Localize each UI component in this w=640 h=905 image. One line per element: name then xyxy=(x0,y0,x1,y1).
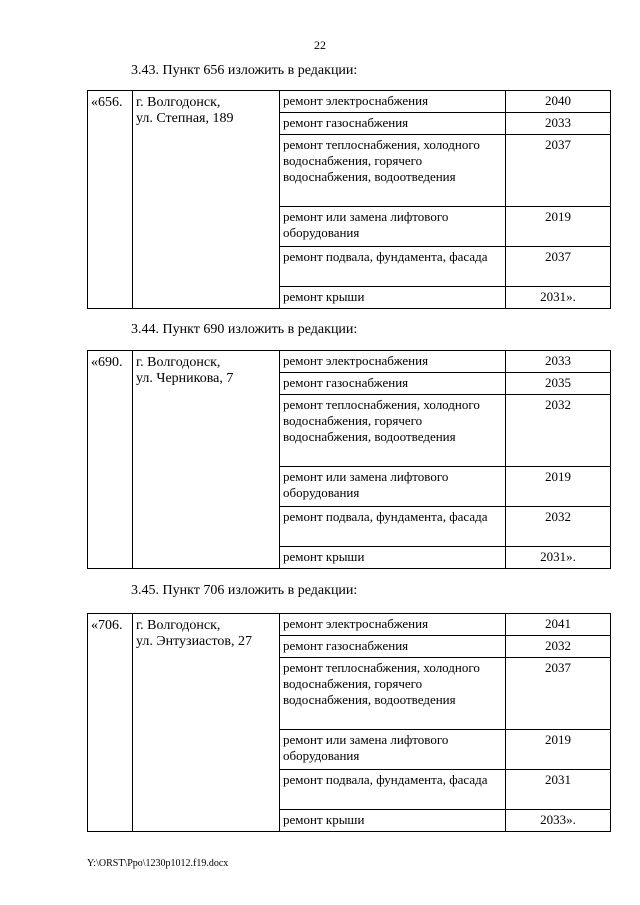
year-cell: 2031 xyxy=(506,770,611,810)
work-type-cell: ремонт электроснабжения xyxy=(280,614,506,636)
footer-file-path: Y:\ORST\Ppo\1230p1012.f19.docx xyxy=(87,858,229,869)
work-type-cell: ремонт газоснабжения xyxy=(280,373,506,395)
section-heading: 3.44. Пункт 690 изложить в редакции: xyxy=(131,322,358,337)
work-type-cell: ремонт газоснабжения xyxy=(280,113,506,135)
work-type-cell: ремонт крыши xyxy=(280,810,506,832)
year-cell: 2031». xyxy=(506,547,611,569)
year-cell: 2037 xyxy=(506,135,611,207)
address-street: ул. Степная, 189 xyxy=(136,111,234,126)
item-number: «706. xyxy=(91,618,123,633)
table-row xyxy=(88,351,611,373)
work-type-cell: ремонт подвала, фундамента, фасада xyxy=(280,770,506,810)
year-cell: 2032 xyxy=(506,507,611,547)
work-type-cell: ремонт крыши xyxy=(280,287,506,309)
address-cell xyxy=(133,91,280,309)
year-cell: 2033». xyxy=(506,810,611,832)
item-number-cell xyxy=(88,91,133,309)
repair-schedule-table xyxy=(87,350,611,569)
year-cell: 2032 xyxy=(506,395,611,467)
work-type-cell: ремонт электроснабжения xyxy=(280,351,506,373)
year-cell: 2033 xyxy=(506,113,611,135)
year-cell: 2037 xyxy=(506,658,611,730)
work-type-cell: ремонт крыши xyxy=(280,547,506,569)
work-type-cell: ремонт теплоснабжения, холодного водоснабжения, горячего водоснабжения, водоотведения xyxy=(280,135,506,207)
item-number: «690. xyxy=(91,355,123,370)
address-cell xyxy=(133,614,280,832)
item-number-cell xyxy=(88,351,133,569)
year-cell: 2040 xyxy=(506,91,611,113)
item-number-cell xyxy=(88,614,133,832)
table-row xyxy=(88,614,611,636)
page-number: 22 xyxy=(314,38,326,52)
work-type-cell: ремонт подвала, фундамента, фасада xyxy=(280,247,506,287)
year-cell: 2031». xyxy=(506,287,611,309)
year-cell: 2041 xyxy=(506,614,611,636)
year-cell: 2019 xyxy=(506,207,611,247)
work-type-cell: ремонт или замена лифтового оборудования xyxy=(280,467,506,507)
section-heading: 3.45. Пункт 706 изложить в редакции: xyxy=(131,583,358,598)
address-street: ул. Энтузиастов, 27 xyxy=(136,634,253,649)
work-type-cell: ремонт электроснабжения xyxy=(280,91,506,113)
year-cell: 2019 xyxy=(506,730,611,770)
address-cell xyxy=(133,351,280,569)
year-cell: 2037 xyxy=(506,247,611,287)
section-heading: 3.43. Пункт 656 изложить в редакции: xyxy=(131,63,358,78)
address-street: ул. Черникова, 7 xyxy=(136,371,234,386)
year-cell: 2035 xyxy=(506,373,611,395)
address-city: г. Волгодонск, xyxy=(136,355,221,370)
year-cell: 2019 xyxy=(506,467,611,507)
table-row xyxy=(88,91,611,113)
work-type-cell: ремонт газоснабжения xyxy=(280,636,506,658)
address-city: г. Волгодонск, xyxy=(136,618,221,633)
work-type-cell: ремонт теплоснабжения, холодного водоснабжения, горячего водоснабжения, водоотведения xyxy=(280,395,506,467)
year-cell: 2032 xyxy=(506,636,611,658)
work-type-cell: ремонт или замена лифтового оборудования xyxy=(280,730,506,770)
work-type-cell: ремонт подвала, фундамента, фасада xyxy=(280,507,506,547)
address-city: г. Волгодонск, xyxy=(136,95,221,110)
year-cell: 2033 xyxy=(506,351,611,373)
repair-schedule-table xyxy=(87,90,611,309)
item-number: «656. xyxy=(91,95,123,110)
work-type-cell: ремонт или замена лифтового оборудования xyxy=(280,207,506,247)
work-type-cell: ремонт теплоснабжения, холодного водоснабжения, горячего водоснабжения, водоотведения xyxy=(280,658,506,730)
repair-schedule-table xyxy=(87,613,611,832)
